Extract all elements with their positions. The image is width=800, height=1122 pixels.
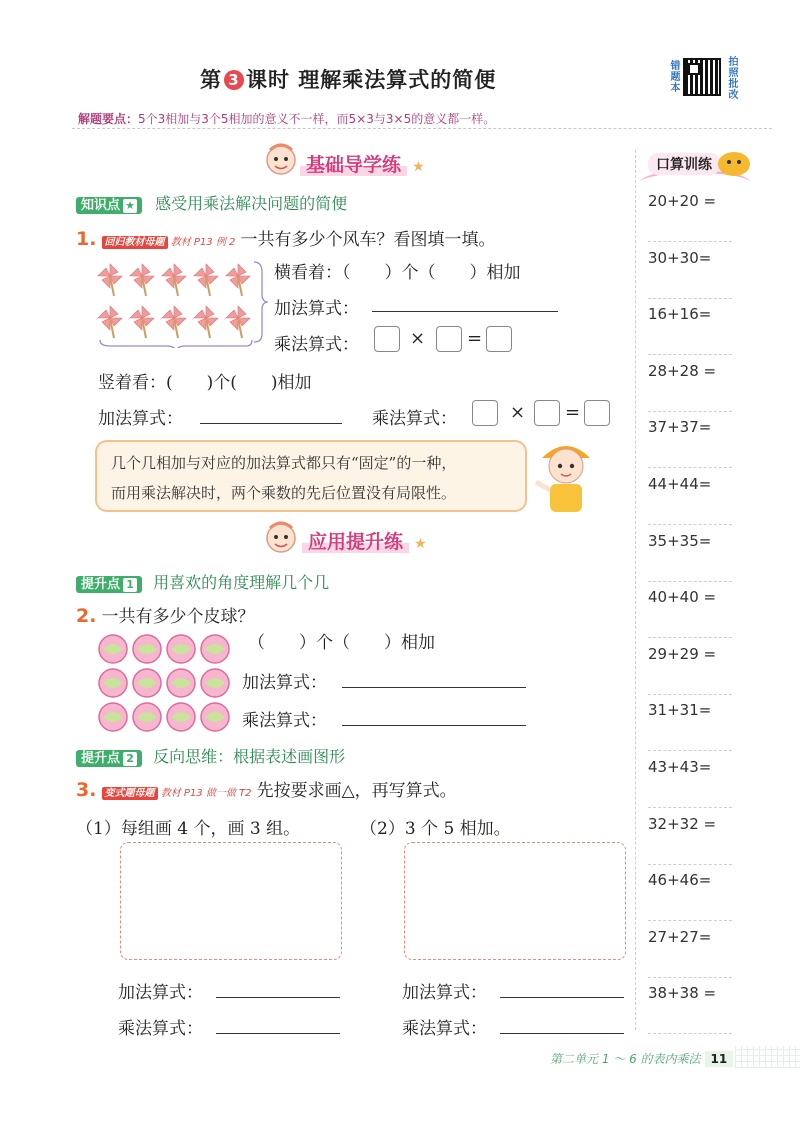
oral-arithmetic-item: 20+20 = bbox=[648, 186, 732, 242]
solving-tip bbox=[78, 110, 495, 127]
tag-text: 知识点 bbox=[81, 198, 121, 213]
tag-text: 提升点 bbox=[81, 577, 121, 592]
oral-arithmetic-item: 27+27= bbox=[648, 922, 732, 978]
oral-arithmetic-item: 43+43= bbox=[648, 752, 732, 808]
q3-add-label-2: 加法算式： bbox=[402, 983, 487, 1003]
footer-grid-decoration bbox=[735, 1046, 800, 1068]
q3-part-1: （1）每组画 4 个，画 3 组。 bbox=[76, 819, 301, 839]
answer-box[interactable] bbox=[534, 400, 560, 426]
q2-add-answer-line[interactable] bbox=[342, 687, 526, 688]
equals-sign: = bbox=[467, 328, 483, 349]
question-3-header bbox=[76, 776, 457, 801]
oral-arithmetic-item: 31+31= bbox=[648, 695, 732, 751]
oral-arithmetic-item: 28+28 = bbox=[648, 356, 732, 412]
section-basic-practice-title bbox=[300, 150, 425, 177]
oral-arithmetic-item: 40+40 = bbox=[648, 582, 732, 638]
hint-line-1: 几个几相加与对应的加法算式都只有“固定”的一种， bbox=[111, 454, 457, 472]
section-application-title bbox=[302, 527, 427, 554]
section-title-text: 应用提升练 bbox=[302, 531, 409, 553]
footer-unit: 第二单元 1 ～ 6 的表内乘法 bbox=[550, 1052, 701, 1066]
chip-ref: 教材 P13 例 2 bbox=[170, 237, 236, 248]
drawing-area-1[interactable] bbox=[120, 842, 342, 960]
oral-arithmetic-item: 37+37= bbox=[648, 412, 732, 468]
balls-picture bbox=[96, 632, 236, 736]
pinwheel-picture bbox=[96, 258, 271, 348]
q3-add-label-1: 加法算式： bbox=[118, 983, 203, 1003]
knowledge-point-text: 感受用乘法解决问题的简便 bbox=[155, 194, 348, 213]
section-title-text: 基础导学练 bbox=[300, 154, 407, 176]
q1-row-count: 横看着：（ ）个（ ）相加 bbox=[274, 263, 521, 283]
star-icon: ★ bbox=[412, 159, 425, 175]
tag-number: 2 bbox=[123, 752, 137, 766]
side-panel-divider bbox=[635, 150, 636, 1030]
star-mark-icon: ★ bbox=[123, 199, 137, 213]
times-sign: × bbox=[410, 328, 426, 349]
lesson-number: 3 bbox=[224, 70, 244, 90]
title-prefix: 第 bbox=[200, 68, 222, 92]
q3-add-answer-line-2[interactable] bbox=[500, 997, 624, 998]
q1-mul-label: 乘法算式： bbox=[274, 335, 359, 355]
drawing-area-2[interactable] bbox=[404, 842, 626, 960]
improvement-point-text: 反向思维：根据表述画图形 bbox=[153, 747, 346, 766]
hint-bubble bbox=[95, 440, 527, 512]
tip-text: 5个3相加与3个5相加的意义不一样，而5×3与3×5的意义都一样。 bbox=[138, 112, 496, 126]
answer-box[interactable] bbox=[436, 326, 462, 352]
q3-mul-label-2: 乘法算式： bbox=[402, 1019, 487, 1039]
times-sign: × bbox=[510, 402, 526, 423]
boy-mascot-icon bbox=[530, 432, 602, 520]
baby-mascot-icon bbox=[262, 520, 300, 562]
q3-add-answer-line-1[interactable] bbox=[216, 997, 340, 998]
question-number: 1. bbox=[76, 228, 97, 250]
q2-add-label: 加法算式： bbox=[242, 673, 327, 693]
qr-label-2: 拍照批改 bbox=[726, 56, 737, 100]
improvement-point-2-row bbox=[76, 744, 345, 767]
question-number: 3. bbox=[76, 779, 97, 801]
q3-part-2: （2）3 个 5 相加。 bbox=[360, 819, 511, 839]
oral-arithmetic-item: 32+32 = bbox=[648, 809, 732, 865]
baby-mascot-icon bbox=[262, 142, 300, 184]
q1-add-answer-line-2[interactable] bbox=[200, 423, 342, 424]
question-prompt: 一共有多少个皮球？ bbox=[101, 607, 255, 627]
title-text: 课时 理解乘法算式的简便 bbox=[246, 68, 497, 92]
hint-line-2: 而用乘法解决时，两个乘数的先后位置没有局限性。 bbox=[111, 484, 457, 502]
q3-mul-answer-line-2[interactable] bbox=[500, 1033, 624, 1034]
tip-label: 解题要点： bbox=[78, 112, 139, 126]
answer-box[interactable] bbox=[584, 400, 610, 426]
q2-mul-label: 乘法算式： bbox=[242, 711, 327, 731]
oral-arithmetic-item: 44+44= bbox=[648, 469, 732, 525]
qr-label: 错题本 bbox=[668, 60, 679, 93]
q1-column-count: 竖着看：( )个( )相加 bbox=[98, 373, 312, 393]
question-1-header bbox=[76, 225, 495, 250]
equals-sign: = bbox=[565, 402, 581, 423]
chip-ref: 教材 P13 做一做 T2 bbox=[160, 788, 252, 799]
answer-box[interactable] bbox=[472, 400, 498, 426]
source-chip bbox=[102, 236, 236, 249]
chip-label: 回归教材母题 bbox=[102, 236, 168, 249]
question-prompt: 先按要求画△，再写算式。 bbox=[256, 781, 457, 801]
q3-mul-answer-line-1[interactable] bbox=[216, 1033, 340, 1034]
oral-arithmetic-item: 46+46= bbox=[648, 865, 732, 921]
improvement-point-text: 用喜欢的角度理解几个几 bbox=[153, 573, 330, 592]
improvement-point-tag bbox=[76, 750, 142, 767]
qr-code-icon[interactable] bbox=[683, 58, 721, 96]
oral-arithmetic-item: 29+29 = bbox=[648, 639, 732, 695]
q1-add-answer-line[interactable] bbox=[372, 311, 558, 312]
oral-arithmetic-item: 35+35= bbox=[648, 526, 732, 582]
question-number: 2. bbox=[76, 605, 97, 627]
knowledge-point-tag bbox=[76, 197, 142, 214]
q1-add-label: 加法算式： bbox=[274, 299, 359, 319]
page-number: 11 bbox=[705, 1051, 734, 1067]
tag-text: 提升点 bbox=[81, 751, 121, 766]
footer bbox=[550, 1050, 733, 1067]
question-prompt: 一共有多少个风车？看图填一填。 bbox=[240, 230, 496, 250]
oral-arithmetic-item: 38+38 = bbox=[648, 978, 732, 1034]
q1-add-label-2: 加法算式： bbox=[98, 409, 183, 429]
q1-mul-label-2: 乘法算式： bbox=[372, 409, 457, 429]
question-2-header bbox=[76, 602, 255, 627]
divider bbox=[72, 128, 772, 129]
answer-box[interactable] bbox=[486, 326, 512, 352]
oral-arithmetic-item: 16+16= bbox=[648, 299, 732, 355]
improvement-point-1-row bbox=[76, 570, 329, 593]
q2-mul-answer-line[interactable] bbox=[342, 725, 526, 726]
answer-box[interactable] bbox=[374, 326, 400, 352]
chip-label: 变式题母题 bbox=[102, 787, 158, 800]
cloud-mascot-icon bbox=[716, 148, 752, 178]
improvement-point-tag bbox=[76, 576, 142, 593]
q3-mul-label-1: 乘法算式： bbox=[118, 1019, 203, 1039]
oral-arithmetic-title: 口算训练 bbox=[648, 153, 720, 175]
page-title bbox=[200, 64, 496, 94]
star-icon: ★ bbox=[414, 536, 427, 552]
q2-count: （ ）个（ ）相加 bbox=[248, 633, 435, 653]
source-chip bbox=[102, 787, 252, 800]
knowledge-point-row bbox=[76, 191, 347, 214]
tag-number: 1 bbox=[123, 578, 137, 592]
oral-arithmetic-item: 30+30= bbox=[648, 243, 732, 299]
